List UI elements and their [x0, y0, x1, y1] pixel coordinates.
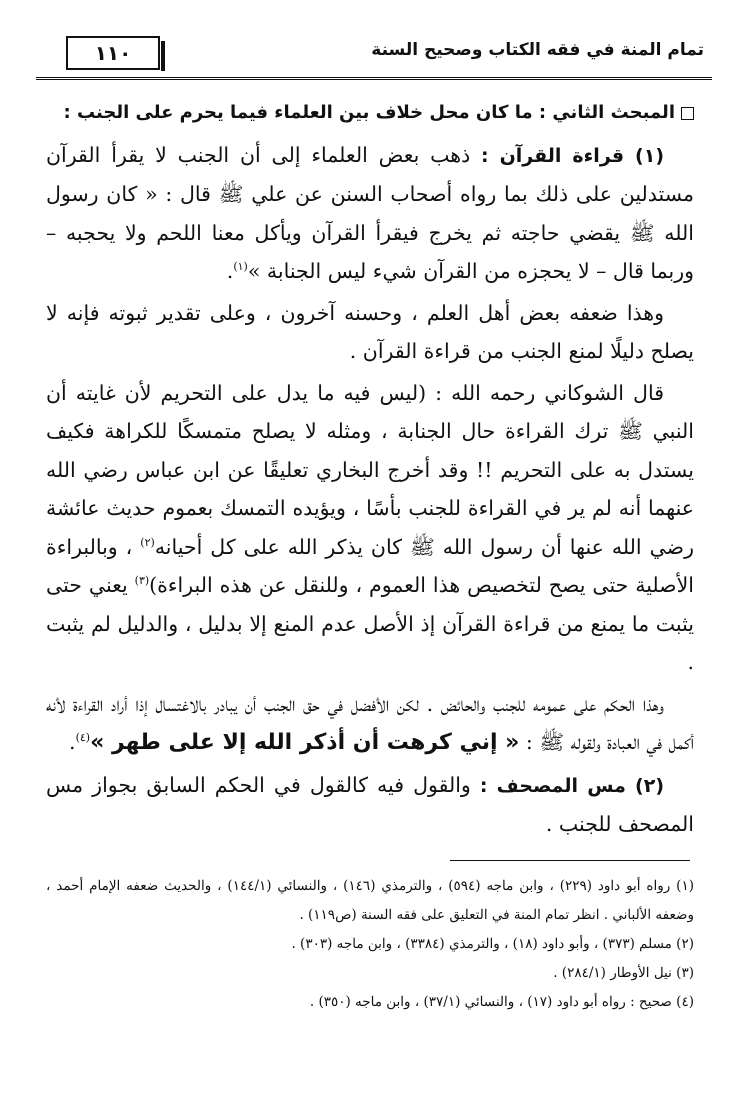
footnote-ref-4[interactable]: (٤)	[75, 731, 91, 745]
body-text	[46, 94, 694, 847]
para3-part3: يعني حتى يثبت ما يمنع من قراءة القرآن إذ الأصل عدم المنع إلا بدليل ، والدليل لم يثبت .	[46, 573, 694, 674]
footnote-4: (٤) صحيح : رواه أبو داود (١٧) ، والنسائي (٣٧/١) ، وابن ماجه (٣٥٠) .	[309, 994, 694, 1010]
footnote-ref-3[interactable]: (٣)	[134, 574, 150, 588]
footnote-ref-2[interactable]: (٢)	[140, 535, 155, 549]
footnotes	[46, 872, 694, 1017]
footnote-ref-1[interactable]: (١)	[233, 260, 248, 274]
page-header	[36, 32, 712, 82]
footnote-divider	[450, 860, 690, 861]
paragraph-4	[46, 685, 694, 763]
footnote-3: (٣) نيل الأوطار (٢٨٤/١) .	[553, 965, 694, 981]
item2-text: والقول فيه كالقول في الحكم السابق بجواز مس المصحف للجنب .	[46, 772, 694, 836]
item2-label: (٢) مس المصحف :	[479, 774, 664, 797]
item1-text: ذهب بعض العلماء إلى أن الجنب لا يقرأ القرآن مستدلين على ذلك بما رواه أصحاب السنن عن علي ﷺ قال : « كان رسول الله ﷺ يقضي حاجته ثم يخرج فيقرأ القرآن ويأكل معنا اللحم ولا يحجبه – وربما قال – لا يحجزه من القرآن شيء ليس الجنابة »	[46, 142, 694, 283]
page-number: ١١٠	[66, 36, 160, 70]
footnote-2: (٢) مسلم (٣٧٣) ، وأبو داود (١٨) ، والترمذي (٣٣٨٤) ، وابن ماجه (٣٠٣) .	[291, 936, 694, 952]
para4-quote: « إني كرهت أن أذكر الله إلا على طهر »	[90, 730, 520, 755]
checkbox-bullet-icon	[681, 107, 694, 120]
paragraph-item1	[46, 136, 694, 291]
para3-part1: قال الشوكاني رحمه الله : (ليس فيه ما يدل على التحريم لأن غايته أن النبي ﷺ ترك القراءة حال الجنابة ، ومثله لا يصلح متمسكًا للكراهة فكيف يستدل به على التحريم !! وقد أخرج البخاري تعليقًا عن ابن عباس رضي الله عنهما أنه لم ير في القراءة للجنب بأسًا ، ويؤيده التمسك بعموم حديث عائشة رضي الله عنها أن رسول الله ﷺ كان يذكر الله على كل أحيانه	[46, 380, 694, 559]
item1-label: (١) قراءة القرآن :	[481, 144, 664, 167]
item1-end: .	[226, 259, 234, 283]
para4-end: .	[69, 730, 76, 754]
para3-part2: ، وبالبراءة الأصلية حتى يصح لتخصيص هذا العموم ، وللنقل عن هذه البراءة)	[46, 534, 694, 597]
section-heading	[46, 94, 694, 133]
paragraph-2: وهذا ضعفه بعض أهل العلم ، وحسنه آخرون ، وعلى تقدير ثبوته فإنه لا يصلح دليلًا لمنع الجنب من قراءة القرآن .	[46, 300, 694, 363]
paragraph-3	[46, 374, 694, 682]
section-heading-text: المبحث الثاني : ما كان محل خلاف بين العلماء فيما يحرم على الجنب :	[63, 102, 675, 123]
para4-text: وهذا الحكم على عمومه للجنب والحائض . لكن الأفضل في حق الجنب أن يبادر بالاغتسال إذا أراد القراءة لأنه أكمل في العبادة ولقوله ﷺ :	[46, 691, 694, 754]
footnote-1: (١) رواه أبو داود (٢٢٩) ، وابن ماجه (٥٩٤) ، والترمذي (١٤٦) ، والنسائي (١٤٤/١) ، والحديث ضعفه الإمام أحمد ، وضعفه الألباني . انظر تمام المنة في التعليق على فقه السنة (ص١١٩) .	[46, 878, 694, 923]
running-title: تمام المنة في فقه الكتاب وصحيح السنة	[371, 40, 704, 60]
header-rule	[36, 77, 712, 80]
paragraph-item2	[46, 766, 694, 844]
